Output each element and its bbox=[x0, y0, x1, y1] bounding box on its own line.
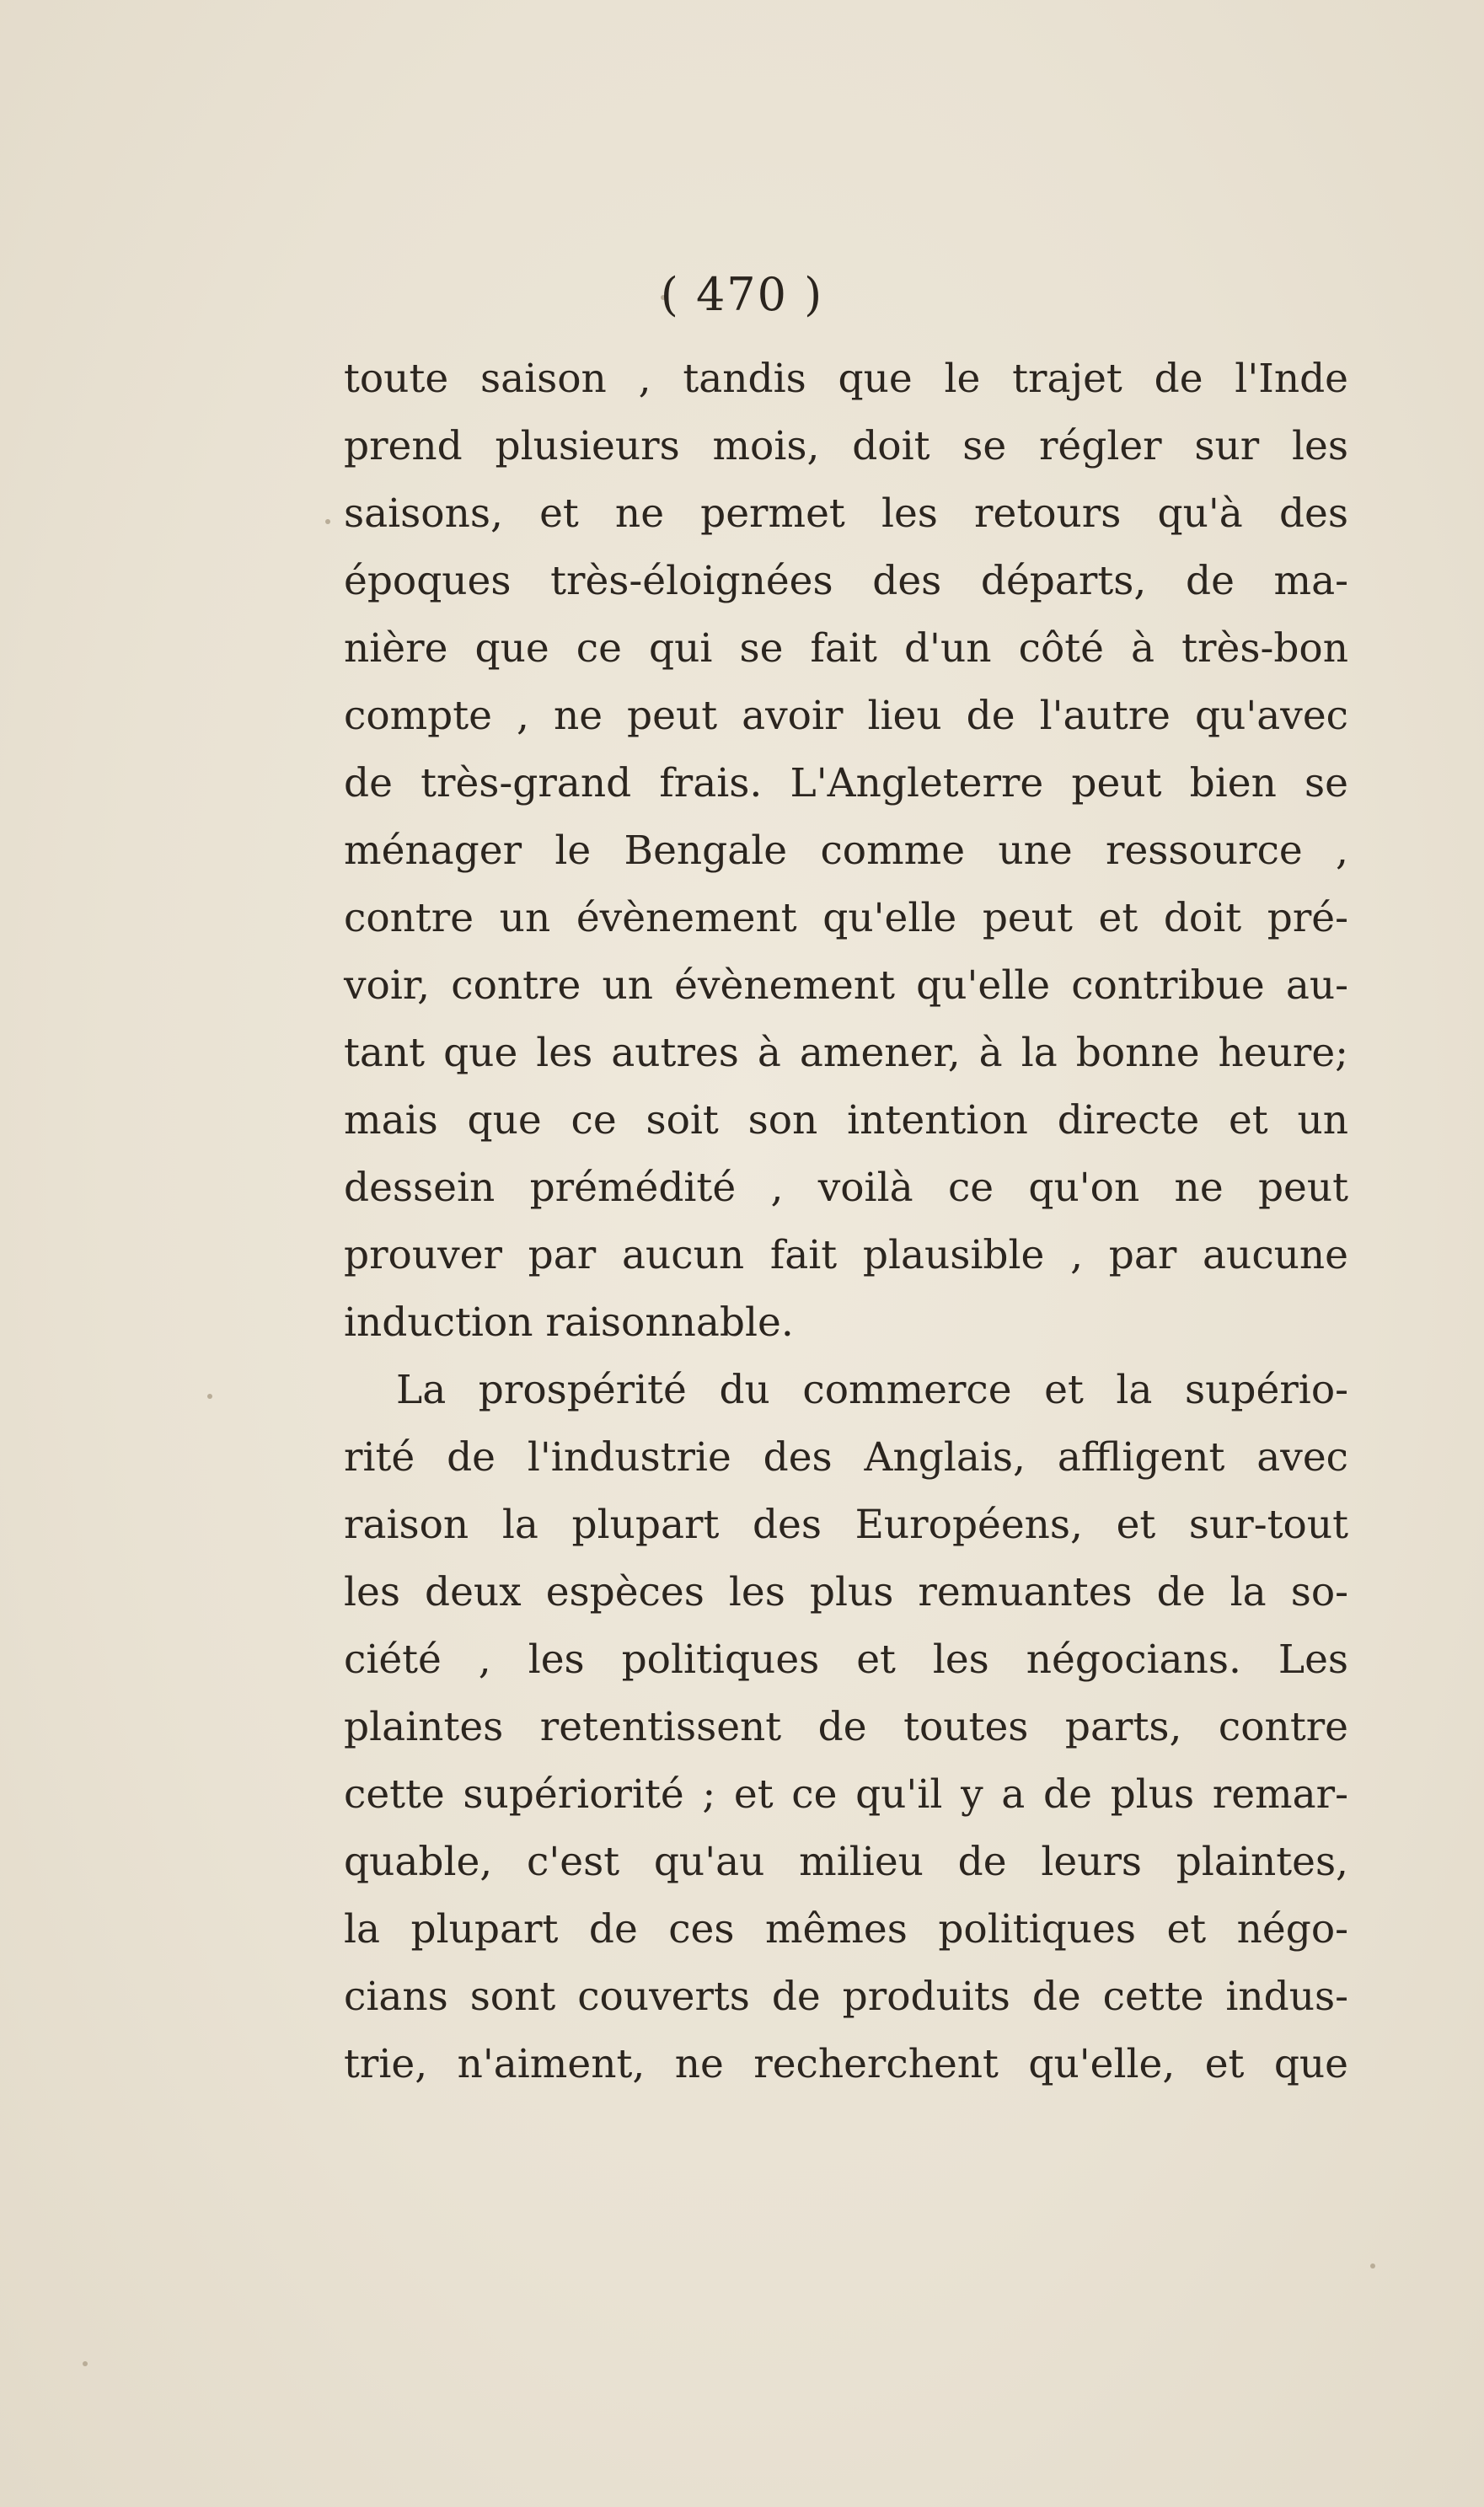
ink-speck bbox=[1370, 2263, 1375, 2269]
text-line: quable, c'est qu'au milieu de leurs plaintes, bbox=[344, 1839, 1348, 1885]
text-line: toute saison , tandis que le trajet de l'Inde bbox=[344, 356, 1348, 402]
text-line: induction raisonnable. bbox=[344, 1299, 794, 1346]
text-line: époques très-éloignées des départs, de ma- bbox=[344, 558, 1348, 604]
text-line: nière que ce qui se fait d'un côté à très-bon bbox=[344, 625, 1348, 672]
text-line: compte , ne peut avoir lieu de l'autre qu'avec bbox=[344, 693, 1348, 739]
paragraph-start-line: La prospérité du commerce et la supério- bbox=[396, 1367, 1348, 1413]
text-line: cians sont couverts de produits de cette indus- bbox=[344, 1974, 1348, 2020]
ink-speck bbox=[83, 2361, 88, 2366]
text-line: de très-grand frais. L'Angleterre peut bien se bbox=[344, 760, 1348, 806]
text-line: dessein prémédité , voilà ce qu'on ne peut bbox=[344, 1165, 1348, 1211]
text-line: cette supériorité ; et ce qu'il y a de plus remar- bbox=[344, 1771, 1348, 1818]
text-line: saisons, et ne permet les retours qu'à des bbox=[344, 490, 1348, 537]
page-body bbox=[344, 346, 1348, 2098]
text-line: ménager le Bengale comme une ressource , bbox=[344, 828, 1348, 874]
ink-speck bbox=[207, 1394, 212, 1399]
text-line: plaintes retentissent de toutes parts, contre bbox=[344, 1704, 1348, 1750]
text-line: trie, n'aiment, ne recherchent qu'elle, et que bbox=[344, 2041, 1348, 2087]
text-line: tant que les autres à amener, à la bonne heure; bbox=[344, 1030, 1348, 1076]
text-line: voir, contre un évènement qu'elle contribue au- bbox=[344, 962, 1348, 1009]
text-line: les deux espèces les plus remuantes de la so- bbox=[344, 1569, 1348, 1615]
text-line: ciété , les politiques et les négocians. Les bbox=[344, 1637, 1348, 1683]
ink-speck bbox=[325, 519, 330, 524]
text-line: raison la plupart des Européens, et sur-tout bbox=[344, 1502, 1348, 1548]
text-line: contre un évènement qu'elle peut et doit pré- bbox=[344, 895, 1348, 941]
text-line: rité de l'industrie des Anglais, affligent avec bbox=[344, 1434, 1348, 1481]
text-line: mais que ce soit son intention directe et un bbox=[344, 1097, 1348, 1144]
page-number: ( 470 ) bbox=[660, 268, 824, 321]
text-line: la plupart de ces mêmes politiques et négo- bbox=[344, 1906, 1348, 1953]
text-line: prend plusieurs mois, doit se régler sur les bbox=[344, 423, 1348, 469]
text-line: prouver par aucun fait plausible , par aucune bbox=[344, 1232, 1348, 1278]
